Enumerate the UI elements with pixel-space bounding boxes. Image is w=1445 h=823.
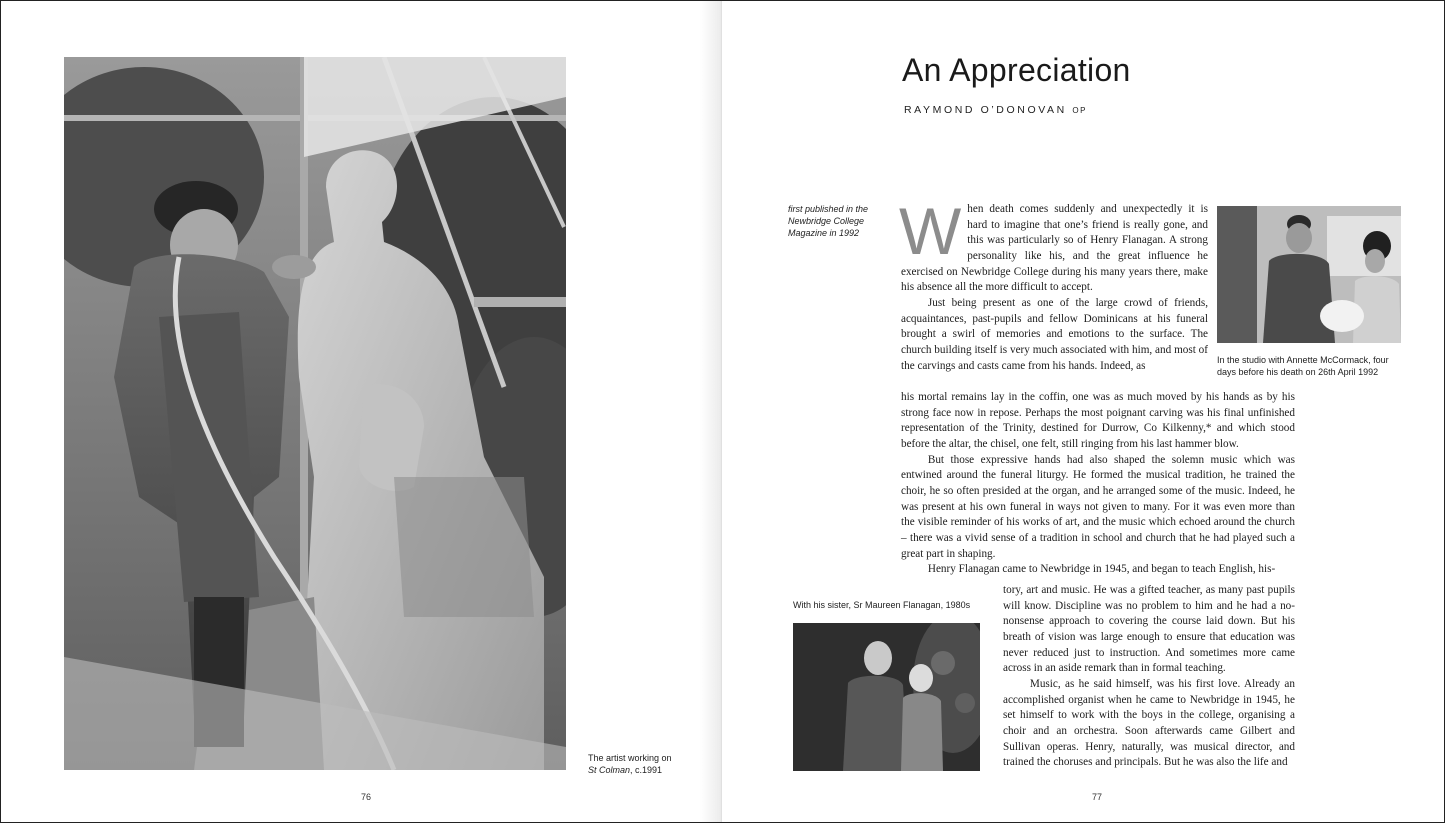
article-paragraph [899,194,1208,296]
article-paragraph: Music, as he said himself, was his first love. Already an accomplished organist when he came to Newbridge in 1945, he set himself to work with the boys in the college, organising a choir and an orchestra. Soon afterwards came Gilbert and Sullivan operas. Henry, naturally, was musical director, and trained the choruses and principals. But he was also the life and [1003,677,1295,769]
drop-cap: W [899,194,962,268]
studio-photo [1217,206,1401,343]
article-paragraph: his mortal remains lay in the coffin, one was as much moved by his hands as by his strong face now in repose. Perhaps the most poignant carving was his final unfinished representation of the Trinity, destined for Durrow, Co Kilkenny,* and which stood before the altar, the chisel, one felt, still ringing from his last hammer blow. [901,391,1295,450]
author-name: RAYMOND O’DONOVAN [904,104,1067,116]
studio-photo-caption: In the studio with Annette McCormack, four days before his death on 26th April 1992 [1217,355,1389,377]
article-title: An Appreciation [902,52,1131,88]
caption-date: , c.1991 [630,765,663,775]
studio-photo-image [1217,206,1401,343]
sister-photo-image [793,623,980,771]
page-number-left: 76 [361,792,372,802]
author-suffix: OP [1072,106,1087,115]
article-paragraph: Just being present as one of the large crowd of friends, acquaintances, past-pupils and fellow Dominicans at his funeral brought a swirl of memories and emotions to the surface. The church building itself is very much associated with him, and most of the carvings and casts came from his hands. Indeed, as [901,296,1208,372]
caption-line: The artist working on [588,753,672,763]
article-column-low [1003,583,1295,771]
page-number-right: 77 [1092,792,1103,802]
article-paragraph: Henry Flanagan came to Newbridge in 1945, and began to teach English, his- [927,563,1276,576]
article-paragraph: tory, art and music. He was a gifted teacher, as many past pupils will know. Discipline was no problem to him and he had a no-nonsense approach to covering the course laid down. But his breath of vision was large enough to ensure that education was never reduced just to instruction. And sometimes more came across in an aside remark than in formal teaching. [1003,584,1295,675]
paragraph-text: hen death comes suddenly and unexpectedly it is hard to imagine that one’s friend is really gone, and this was particularly so of Henry Flanagan. A strong personality like his, and the great influence he exercised on Newbridge College during his many years there, make his absence all the more difficult to accept. [901,203,1208,294]
main-photo [64,57,566,770]
publication-note: first published in the Newbridge College Magazine in 1992 [788,204,869,238]
sister-photo [793,623,980,771]
caption-work-title: St Colman [588,765,631,775]
left-page [0,0,720,823]
article-column-top [899,194,1208,374]
sister-photo-caption: With his sister, Sr Maureen Flanagan, 1980s [793,600,971,610]
article-paragraph: But those expressive hands had also shaped the solemn music which was entwined around the funeral liturgy. He formed the musical tradition, he trained the choir, he so often presided at the organ, and he arranged some of the music. Indeed, he was present at his own funeral in ways not given to many. For it was even more than the visible reminder of his works of art, and the music which echoed around the church – there was a vivid sense of a tradition in school and church that he had played such a great part in shaping. [901,453,1295,560]
main-photo-caption [588,752,698,776]
article-column-mid [901,390,1295,578]
article-author [904,104,1087,116]
main-photo-image [64,57,566,770]
